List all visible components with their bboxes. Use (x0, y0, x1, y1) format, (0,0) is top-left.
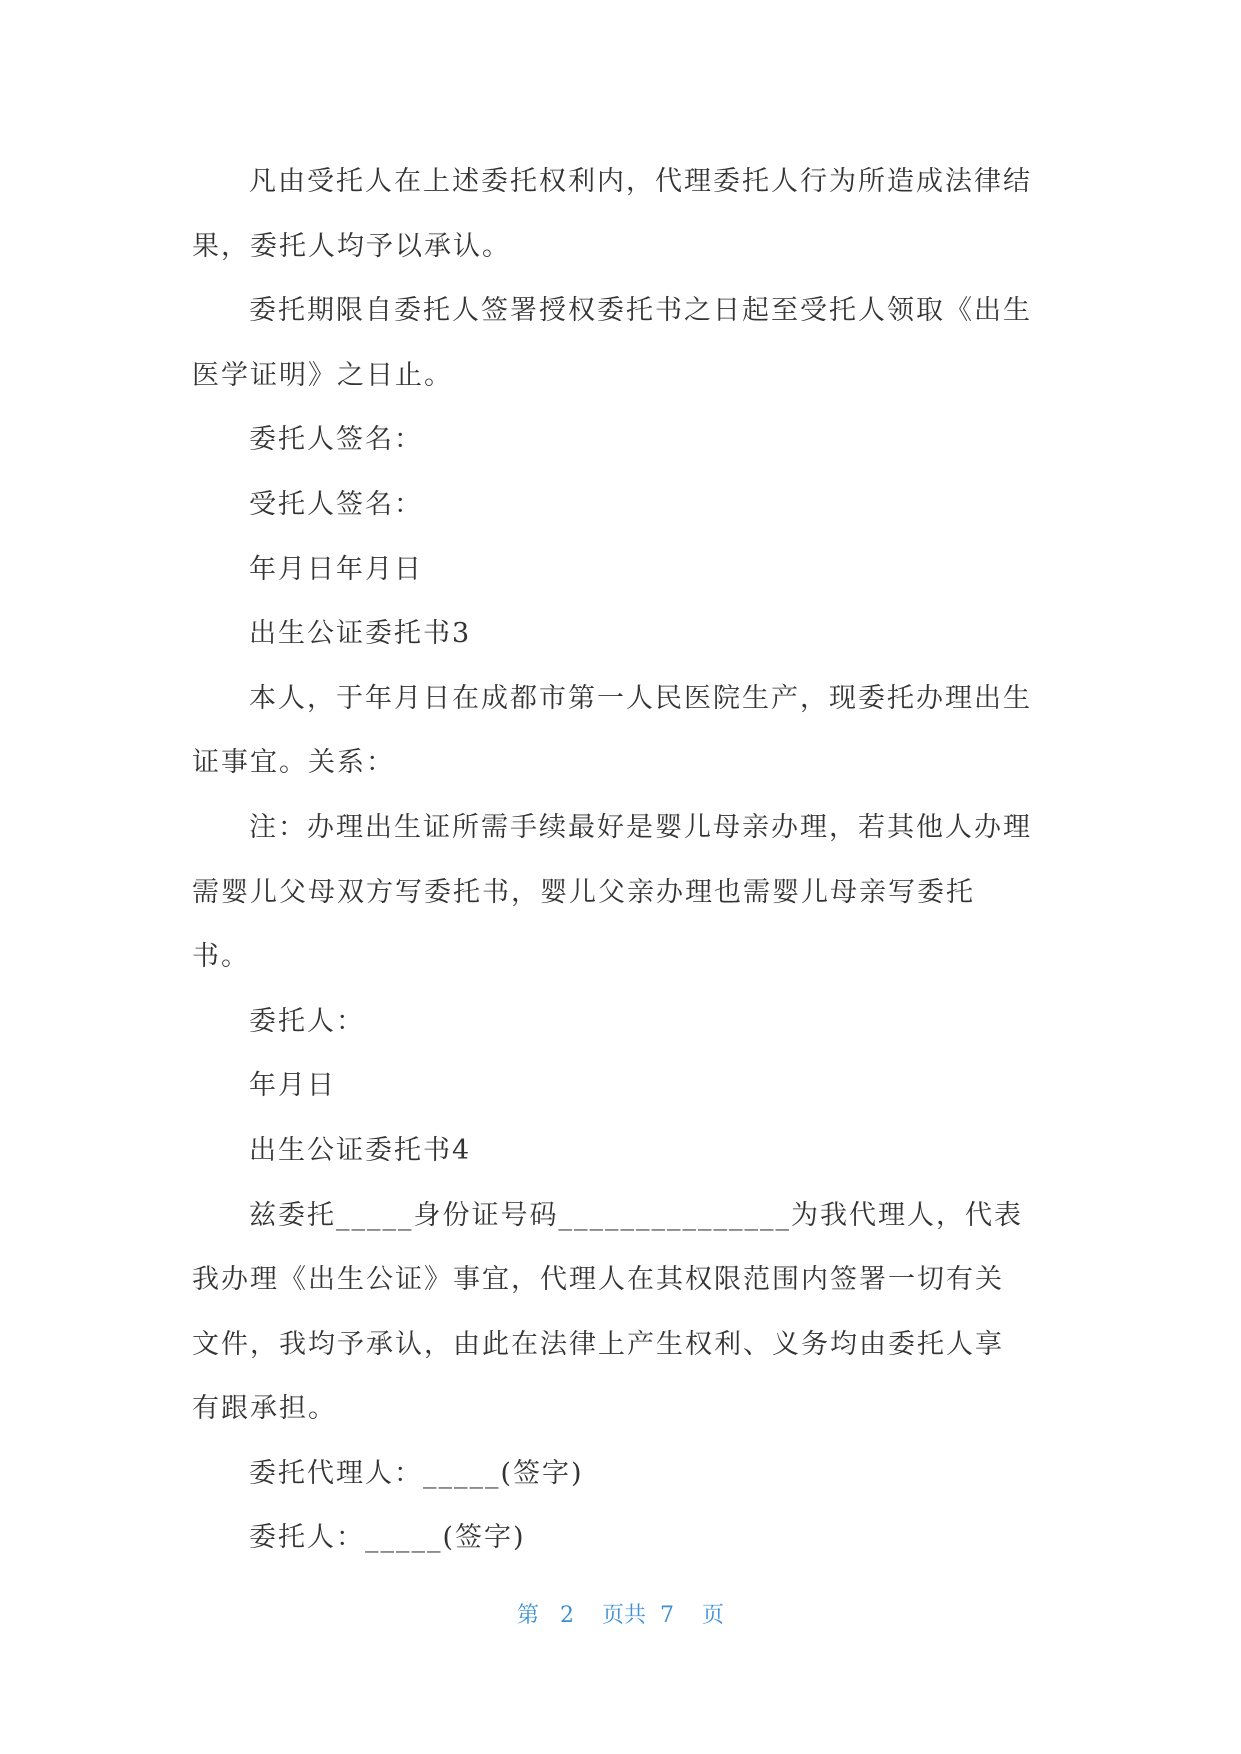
agent-signature-line: 受托人签名： (249, 488, 423, 520)
footer-suffix: 页 (701, 1603, 724, 1628)
footer-current-page: 2 (560, 1603, 574, 1628)
paragraph-birth-statement: 本人，于年月日在成都市第一人民医院生产，现委托办理出生证事宜。关系： (192, 682, 1032, 779)
paragraph-entrust-period: 委托期限自委托人签署授权委托书之日起至受托人领取《出生医学证明》之日止。 (192, 295, 1032, 391)
paragraph-authority-scope: 凡由受托人在上述委托权利内，代理委托人行为所造成法律结果，委托人均予以承认。 (192, 166, 1032, 262)
principal-signature-field: 委托人：_____(签字) (249, 1522, 526, 1554)
date-line-2: 年月日 (249, 1070, 336, 1102)
document-body (192, 150, 1032, 1571)
footer-middle: 页共 (601, 1603, 646, 1628)
page-number-footer (0, 1598, 1241, 1629)
principal-line: 委托人： (249, 1005, 365, 1037)
section-heading-4: 出生公证委托书4 (249, 1134, 472, 1166)
agent-signature-field: 委托代理人：_____(签字) (249, 1457, 584, 1489)
footer-total-pages: 7 (660, 1603, 674, 1628)
footer-prefix: 第 (517, 1603, 540, 1628)
principal-signature-line: 委托人签名： (249, 424, 423, 456)
paragraph-entrust-agent: 兹委托_____身份证号码_______________为我代理人，代表我办理《出生公证》事宜，代理人在其权限范围内签署一切有关文件，我均予承认，由此在法律上产生权利、义务均由委托人享有跟承担。 (192, 1199, 1023, 1425)
paragraph-note: 注：办理出生证所需手续最好是婴儿母亲办理，若其他人办理需婴儿父母双方写委托书，婴儿父亲办理也需婴儿母亲写委托书。 (192, 811, 1032, 973)
date-line: 年月日年月日 (249, 553, 423, 585)
section-heading-3: 出生公证委托书3 (249, 618, 472, 650)
